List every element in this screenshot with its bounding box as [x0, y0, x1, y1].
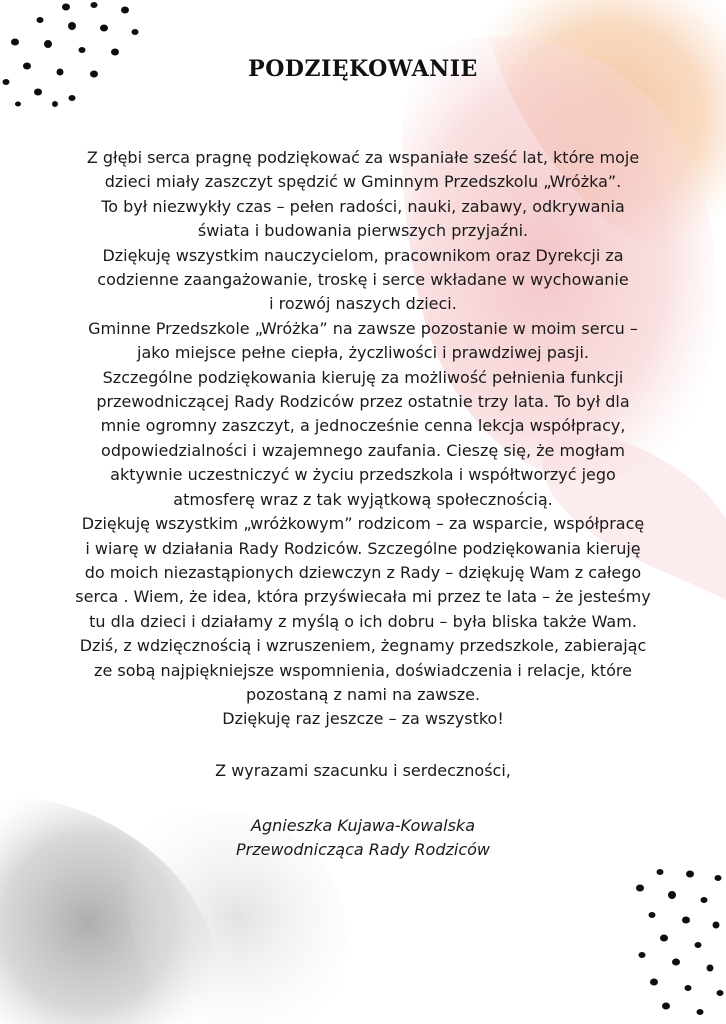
letter-line: odpowiedzialności i wzajemnego zaufania. Cieszę się, że mogłam: [101, 440, 625, 460]
dots-pattern-top-left: [3, 2, 139, 107]
letter-line: tu dla dzieci i działamy z myślą o ich dobru – była bliska także Wam.: [89, 611, 637, 631]
letter-body: [40, 146, 686, 732]
letter-line: i rozwój naszych dzieci.: [269, 294, 457, 314]
letter-line: jako miejsce pełne ciepła, życzliwości i prawdziwej pasji.: [137, 343, 589, 363]
closing-phrase: Z wyrazami szacunku i serdeczności,: [215, 761, 511, 780]
letter-line: dzieci miały zaszczyt spędzić w Gminnym Przedszkolu „Wróżka”.: [104, 172, 622, 192]
page-title: PODZIĘKOWANIE: [248, 56, 478, 82]
letter-line: ze sobą najpiękniejsze wspomnienia, doświadczenia i relacje, które: [94, 660, 632, 680]
letter-line: Dziś, z wdzięcznością i wzruszeniem, żegnamy przedszkole, zabierając: [79, 636, 647, 656]
letter-line: i wiarę w działania Rady Rodziców. Szczególne podziękowania kieruję: [85, 538, 641, 558]
letter-line: Dziękuję raz jeszcze – za wszystko!: [222, 709, 504, 729]
letter-line: świata i budowania pierwszych przyjaźni.: [197, 221, 529, 241]
letter-line: przewodniczącej Rady Rodziców przez ostatnie trzy lata. To był dla: [96, 392, 630, 412]
letter-line: codzienne zaangażowanie, troskę i serce wkładane w wychowanie: [97, 270, 629, 290]
letter-line: Z głębi serca pragnę podziękować za wspaniałe sześć lat, które moje: [86, 148, 640, 167]
letter-line: serca . Wiem, że idea, która przyświecała mi przez te lata – że jesteśmy: [75, 587, 651, 607]
letter-line: aktywnie uczestniczyć w życiu przedszkola i współtworzyć jego: [110, 465, 616, 485]
letter-line: do moich niezastąpionych dziewczyn z Rady – dziękuję Wam z całego: [84, 562, 642, 582]
dots-pattern-bottom-right: [636, 869, 724, 1015]
signature-role: Przewodnicząca Rady Rodziców: [236, 840, 490, 859]
letter-line: Szczególne podziękowania kieruję za możliwość pełnienia funkcji: [102, 367, 624, 387]
letter-line: To był niezwykły czas – pełen radości, nauki, zabawy, odkrywania: [101, 196, 625, 216]
letter-line: Dziękuję wszystkim nauczycielom, pracownikom oraz Dyrekcji za: [102, 245, 624, 265]
letter-line: atmosferę wraz z tak wyjątkową społecznością.: [173, 489, 553, 509]
letter-line: Dziękuję wszystkim „wróżkowym” rodzicom – za wsparcie, współpracę: [81, 514, 645, 534]
letter-line: pozostaną z nami na zawsze.: [245, 684, 481, 704]
letter-line: mnie ogromny zaszczyt, a jednocześnie cenna lekcja współpracy,: [100, 416, 626, 436]
letter-line: Gminne Przedszkole „Wróżka” na zawsze pozostanie w moim sercu –: [88, 318, 638, 338]
signature-name: Agnieszka Kujawa-Kowalska: [251, 816, 475, 835]
signature-block: [0, 814, 726, 862]
